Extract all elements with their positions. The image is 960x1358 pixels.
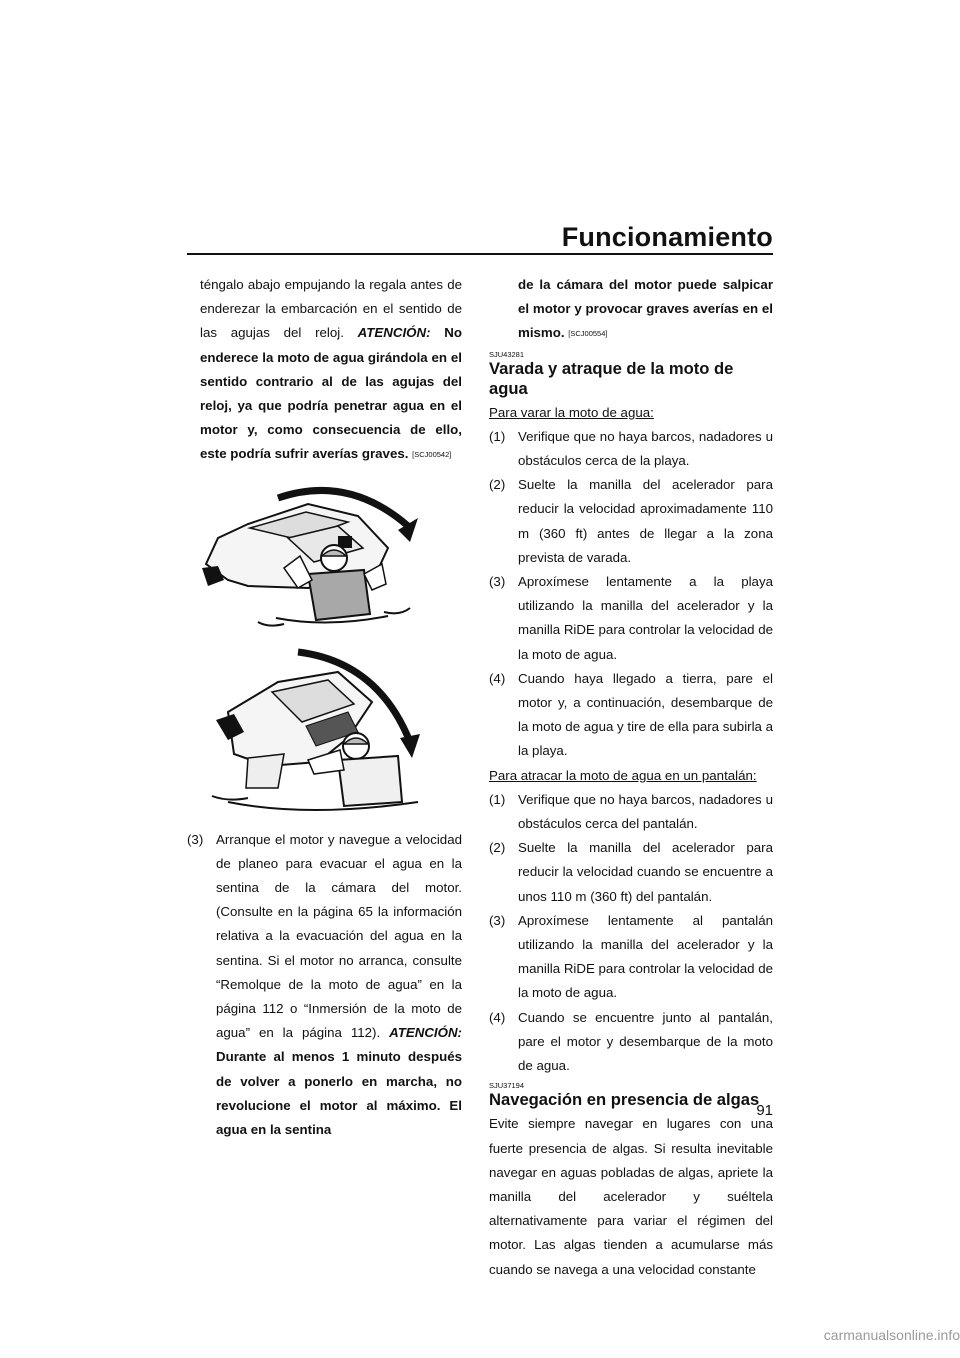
step-text: Suelte la manilla del acelerador para reducir la velocidad aproximadamente 110 m (360 ft) antes de llegar a la zona prevista de varada. xyxy=(518,477,773,565)
list-item xyxy=(489,473,773,570)
list-item xyxy=(489,909,773,1006)
step-3-text: Arranque el motor y navegue a velocidad de planeo para evacuar el agua en la sentina de la cámara del motor. (Consulte en la página 65 la información relativa a la evacuación del agua en la sentina. Si el motor no arranca, consulte “Remolque de la moto de agua” en la página 112 o “Inmersión de la moto de agua” en la página 112). xyxy=(216,831,462,1041)
righting-text: téngalo abajo empujando la regala antes de enderezar la embarcación en el sentido de las agujas del reloj. xyxy=(200,277,462,341)
step-3-body xyxy=(216,828,462,1143)
list-item xyxy=(489,836,773,909)
attention-text: Durante al menos 1 minuto después de volver a ponerlo en marcha, no revolucione el motor al máximo. El agua en la sentina xyxy=(216,1049,462,1138)
seaweed-paragraph: Evite siempre navegar en lugares con una fuerte presencia de algas. Si resulta inevitable navegar en aguas pobladas de algas, apriete la manilla del acelerador y suéltela alternativamente para variar el régimen del motor. Las algas tienden a acumularse más cuando se navega a una velocidad constante xyxy=(489,1116,773,1277)
list-item xyxy=(489,425,773,473)
left-column xyxy=(187,273,462,1142)
step-number: (2) xyxy=(489,477,506,493)
list-item xyxy=(489,1006,773,1079)
attention-label: ATENCIÓN: xyxy=(389,1025,462,1041)
step-number: (3) xyxy=(489,912,506,928)
step-text: Cuando haya llegado a tierra, pare el motor y, a continuación, desembarque de la moto de agua y tire de ella para subirla a la playa. xyxy=(518,670,774,759)
warning-code: [SCJ00542] xyxy=(412,450,452,460)
step-number: (1) xyxy=(489,791,506,807)
attention-continuation-text: de la cámara del motor puede salpicar el motor y provocar graves averías en el mismo. xyxy=(518,277,773,341)
warning-code: [SCJ00554] xyxy=(568,329,608,339)
step-text: Verifique que no haya barcos, nadadores u obstáculos cerca de la playa. xyxy=(518,428,773,469)
page-number: 91 xyxy=(756,1102,773,1119)
list-item xyxy=(489,667,773,764)
attention-label: ATENCIÓN: xyxy=(357,325,431,341)
step-number: (3) xyxy=(489,574,506,590)
header-rule xyxy=(187,253,773,255)
step-number: (4) xyxy=(489,670,506,686)
page-header-title: Funcionamiento xyxy=(561,222,773,252)
step-text: Cuando se encuentre junto al pantalán, pare el motor y desembarque de la moto de agua. xyxy=(518,1009,773,1074)
section-code: SJU43281 xyxy=(489,349,525,359)
step-text: Aproxímese lentamente al pantalán utilizando la manilla del acelerador y la manilla RiDE para controlar la velocidad de la moto de agua. xyxy=(518,912,773,1001)
step-number: (1) xyxy=(489,428,506,444)
step-text: Verifique que no haya barcos, nadadores u obstáculos cerca del pantalán. xyxy=(518,791,773,832)
step-3-restart-engine xyxy=(187,828,462,1143)
section-heading-beaching: Varada y atraque de la moto de agua xyxy=(489,358,734,398)
attention-continuation xyxy=(489,273,773,347)
step-text: Aproxímese lentamente a la playa utilizando la manilla del acelerador y la manilla RiDE para controlar la velocidad de la moto de agua. xyxy=(518,574,773,662)
righting-illustration-1 xyxy=(188,476,450,634)
subheading-beaching: Para varar la moto de agua: xyxy=(489,404,654,420)
righting-instruction-paragraph xyxy=(200,273,462,468)
subheading-docking: Para atracar la moto de agua en un pantalán: xyxy=(489,767,757,783)
step-number: (3) xyxy=(187,831,204,847)
section-heading-seaweed: Navegación en presencia de algas xyxy=(489,1090,760,1110)
step-text: Suelte la manilla del acelerador para reducir la velocidad cuando se encuentre a unos 110 m (360 ft) del pantalán. xyxy=(518,840,773,904)
attention-text: No enderece la moto de agua girándola en el sentido contrario al de las agujas del reloj, ya que podría penetrar agua en el motor y, como consecuencia de ello, este podría sufrir averías graves. xyxy=(200,325,462,462)
list-item xyxy=(489,570,773,667)
watermark: carmanualsonline.info xyxy=(823,1327,960,1343)
step-number: (4) xyxy=(489,1009,506,1025)
righting-illustration-2 xyxy=(188,642,450,824)
right-column xyxy=(489,273,773,1282)
section-code: SJU37194 xyxy=(489,1081,525,1091)
list-item xyxy=(489,788,773,836)
step-number: (2) xyxy=(489,840,506,856)
